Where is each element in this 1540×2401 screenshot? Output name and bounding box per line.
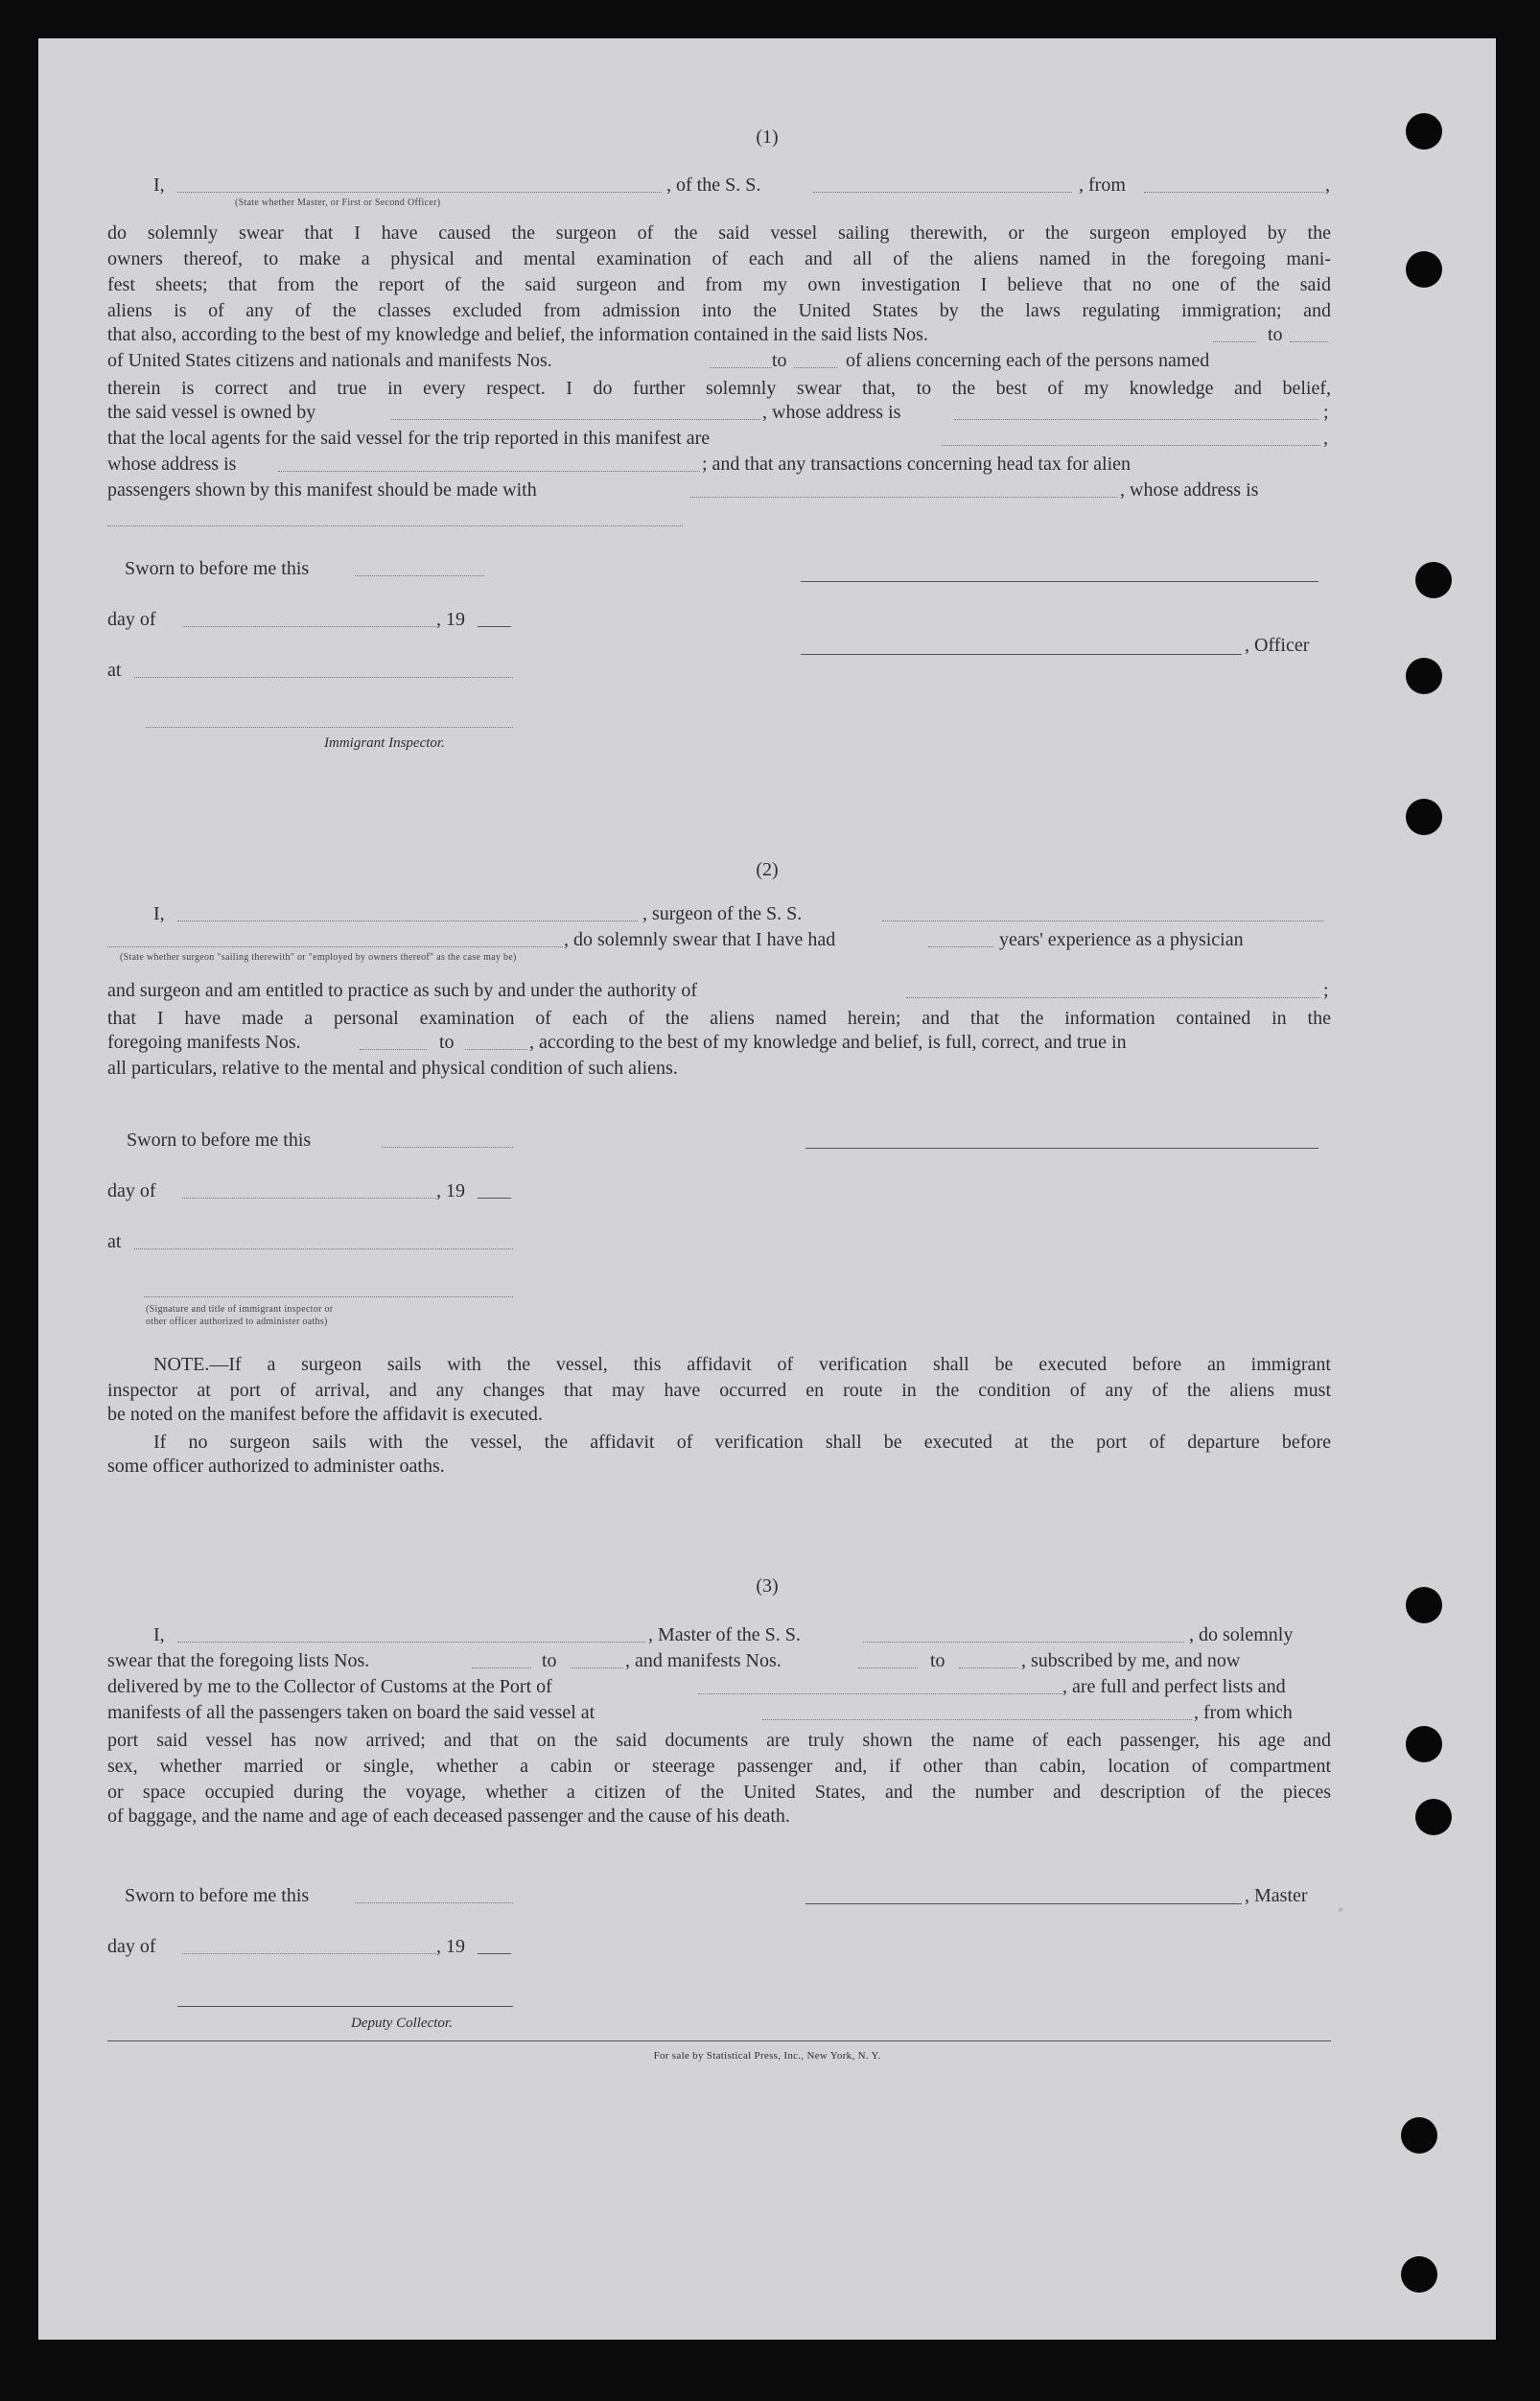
day-of-field-2[interactable] (182, 1198, 436, 1199)
section-3-line1-end: , do solemnly (1189, 1624, 1294, 1645)
section-3-para-line: of baggage, and the name and age of each deceased passenger and the cause of his death. (107, 1806, 790, 1827)
foregoing-from-field[interactable] (360, 1049, 427, 1050)
day-of-label-3: day of (107, 1936, 156, 1957)
collector-port-field[interactable] (698, 1693, 1062, 1694)
surgeon-note: (State whether surgeon "sailing therewith" or "employed by owners thereof" as the case may be) (120, 952, 517, 963)
manifest-page (38, 38, 1496, 2340)
particulars-line: all particulars, relative to the mental and physical condition of such aliens. (107, 1058, 678, 1079)
officer-label: , Officer (1245, 635, 1310, 656)
lists-nos-label: swear that the foregoing lists Nos. (107, 1650, 370, 1671)
margin-handwriting-mark: · (1335, 1889, 1347, 1931)
agents-address-field[interactable] (278, 471, 700, 472)
lists-from-field[interactable] (1213, 341, 1256, 342)
section-1-para-line: owners thereof, to make a physical and mental examination of each and all of the aliens named in the foregoing mani- (107, 248, 1331, 269)
inspector-signature-line-2[interactable] (144, 1296, 513, 1297)
section-1-i-label: I, (153, 175, 165, 196)
subscribed-text: , subscribed by me, and now (1021, 1650, 1241, 1671)
day-of-field-1[interactable] (182, 626, 436, 627)
note-line: inspector at port of arrival, and any changes that may have occurred en route in the condition of any of the aliens must (107, 1380, 1331, 1401)
lists-nos-to-field[interactable] (571, 1667, 623, 1668)
section-1-para-line: aliens is of any of the classes excluded from admission into the United States by the laws regulating immigration; and (107, 300, 1331, 321)
manifests-nos-to-field[interactable] (959, 1667, 1018, 1668)
sworn-date-field-1[interactable] (355, 575, 484, 576)
passengers-label: passengers shown by this manifest should be made with (107, 479, 537, 501)
line-end-comma: , (1325, 175, 1330, 196)
at-place-field-2[interactable] (134, 1248, 513, 1249)
lists-to-field[interactable] (1290, 341, 1328, 342)
head-tax-address-field[interactable] (107, 525, 683, 526)
citizens-to-label: to (772, 350, 787, 371)
immigrant-inspector-label: Immigrant Inspector. (324, 735, 445, 751)
signature-note-line: (Signature and title of immigrant inspector or (146, 1304, 334, 1315)
year-field-1[interactable] (478, 626, 511, 627)
day-of-label-2: day of (107, 1180, 156, 1201)
master-label: , Master (1245, 1885, 1308, 1906)
head-tax-text: ; and that any transactions concerning head tax for alien (702, 454, 1132, 475)
deputy-collector-signature-line[interactable] (177, 2006, 513, 2007)
note-line: be noted on the manifest before the affidavit is executed. (107, 1404, 543, 1425)
section-2-i-label: I, (153, 903, 165, 924)
section-3-i-label: I, (153, 1624, 165, 1645)
lists-line-text: that also, according to the best of my knowledge and belief, the information contained in the said lists Nos. (107, 324, 928, 345)
surgeon-status-field[interactable] (107, 946, 563, 947)
year-label-1: , 19 (436, 609, 465, 630)
section-3-number: (3) (756, 1575, 779, 1597)
note-line: some officer authorized to administer oaths. (107, 1456, 445, 1477)
foregoing-to-field[interactable] (465, 1049, 527, 1050)
ship-name-field-3[interactable] (863, 1642, 1184, 1643)
owned-by-label: the said vessel is owned by (107, 402, 316, 423)
foregoing-manifests-label: foregoing manifests Nos. (107, 1032, 301, 1053)
from-port-field[interactable] (1144, 192, 1324, 193)
at-place-field-1[interactable] (134, 677, 513, 678)
master-name-field[interactable] (177, 192, 662, 193)
sworn-label-3: Sworn to before me this (125, 1885, 310, 1906)
citizens-line-text: of United States citizens and nationals and manifests Nos. (107, 350, 552, 371)
foregoing-to-label: to (439, 1032, 455, 1053)
punch-hole (1406, 1726, 1442, 1762)
section-3-para-line: or space occupied during the voyage, whether a citizen of the United States, and the number and description of the pieces (107, 1782, 1331, 1803)
surgeon-signature-line[interactable] (805, 1148, 1318, 1149)
surgeon-of-ss-label: , surgeon of the S. S. (642, 903, 803, 924)
correct-line: therein is correct and true in every respect. I do further solemnly swear that, to the best of my knowledge and belief, (107, 378, 1331, 399)
authority-field[interactable] (906, 997, 1320, 998)
punch-hole (1415, 562, 1452, 598)
of-ss-label: , of the S. S. (666, 175, 761, 196)
punch-hole (1406, 658, 1442, 694)
manifests-nos-label: , and manifests Nos. (625, 1650, 782, 1671)
master-signature-line[interactable] (805, 1903, 1242, 1904)
deputy-collector-label: Deputy Collector. (351, 2016, 453, 2031)
examination-line: that I have made a personal examination of each of the aliens named herein; and that the information contained in the (107, 1008, 1331, 1029)
punch-hole (1415, 1799, 1452, 1835)
officer-signature-line-2[interactable] (801, 654, 1242, 655)
section-1-number: (1) (756, 127, 779, 148)
master-name-field-3[interactable] (177, 1642, 645, 1643)
manifests-to-field[interactable] (794, 367, 837, 368)
day-of-label-1: day of (107, 609, 156, 630)
punch-hole (1406, 799, 1442, 835)
swear-had-text: , do solemnly swear that I have had (564, 929, 836, 950)
section-1-para-line: fest sheets; that from the report of the said surgeon and from my own investigation I believe that no one of the said (107, 274, 1331, 295)
foregoing-line-end: , according to the best of my knowledge and belief, is full, correct, and true in (529, 1032, 1127, 1053)
from-which-text: , from which (1194, 1702, 1293, 1723)
collector-port-label: delivered by me to the Collector of Customs at the Port of (107, 1676, 552, 1697)
lists-to-label: to (1268, 324, 1283, 345)
note-line: NOTE.—If a surgeon sails with the vessel, this affidavit of verification shall be executed before an immigrant (153, 1354, 1331, 1375)
note-line: If no surgeon sails with the vessel, the affidavit of verification shall be executed at the port of departure before (153, 1432, 1331, 1453)
punch-hole (1401, 2117, 1437, 2154)
manifests-from-field[interactable] (710, 367, 772, 368)
sworn-label-1: Sworn to before me this (125, 558, 310, 579)
officer-signature-line-1[interactable] (801, 581, 1318, 582)
agents-line-end: , (1323, 428, 1328, 449)
from-label: , from (1079, 175, 1126, 196)
footer-printer-note: For sale by Statistical Press, Inc., New York, N. Y. (653, 2050, 881, 2062)
inspector-signature-line[interactable] (146, 727, 513, 728)
section-1-para-line: do solemnly swear that I have caused the surgeon of the said vessel sailing therewith, or the surgeon employed by the (107, 222, 1331, 244)
section-3-para-line: port said vessel has now arrived; and that on the said documents are truly shown the name of each passenger, his age and (107, 1730, 1331, 1751)
agents-field[interactable] (942, 445, 1320, 446)
punch-hole (1406, 251, 1442, 288)
lists-nos-from-field[interactable] (472, 1667, 531, 1668)
manifests-nos-from-field[interactable] (858, 1667, 918, 1668)
section-2-number: (2) (756, 859, 779, 880)
years-experience-field[interactable] (928, 946, 993, 947)
lists-nos-to-label: to (542, 1650, 557, 1671)
section-3-para-line: sex, whether married or single, whether a cabin or steerage passenger and, if other than cabin, location of compartment (107, 1756, 1331, 1777)
at-label-2: at (107, 1231, 122, 1252)
owner-line-end: ; (1323, 402, 1329, 423)
perfect-lists-text: , are full and perfect lists and (1062, 1676, 1286, 1697)
owner-field[interactable] (391, 419, 760, 420)
master-of-ss-label: , Master of the S. S. (648, 1624, 801, 1645)
ship-name-field-1[interactable] (813, 192, 1072, 193)
authority-text: and surgeon and am entitled to practice as such by and under the authority of (107, 980, 697, 1001)
footer-rule (107, 2040, 1331, 2041)
whose-address-label: whose address is (107, 454, 237, 475)
years-experience-text: years' experience as a physician (999, 929, 1244, 950)
year-label-3: , 19 (436, 1936, 465, 1957)
owner-address-field[interactable] (954, 419, 1318, 420)
manifests-nos-to-label: to (930, 1650, 945, 1671)
at-label-1: at (107, 660, 122, 681)
day-of-field-3[interactable] (182, 1953, 436, 1954)
year-field-3[interactable] (478, 1953, 511, 1954)
master-note: (State whether Master, or First or Second Officer) (235, 198, 441, 208)
agents-label: that the local agents for the said vessel for the trip reported in this manifest are (107, 428, 711, 449)
owner-address-label: , whose address is (762, 402, 901, 423)
year-field-2[interactable] (478, 1198, 511, 1199)
boarding-port-field[interactable] (762, 1719, 1192, 1720)
head-tax-address-label: , whose address is (1120, 479, 1259, 501)
sworn-date-field-2[interactable] (382, 1147, 513, 1148)
head-tax-party-field[interactable] (690, 497, 1117, 498)
sworn-label-2: Sworn to before me this (127, 1130, 312, 1151)
year-label-2: , 19 (436, 1180, 465, 1201)
punch-hole (1401, 2256, 1437, 2293)
sworn-date-field-3[interactable] (355, 1902, 513, 1903)
citizens-line-end: of aliens concerning each of the persons named (846, 350, 1210, 371)
signature-note-line: other officer authorized to administer oaths) (146, 1317, 328, 1327)
taken-on-board-label: manifests of all the passengers taken on board the said vessel at (107, 1702, 595, 1723)
authority-end: ; (1323, 980, 1329, 1001)
